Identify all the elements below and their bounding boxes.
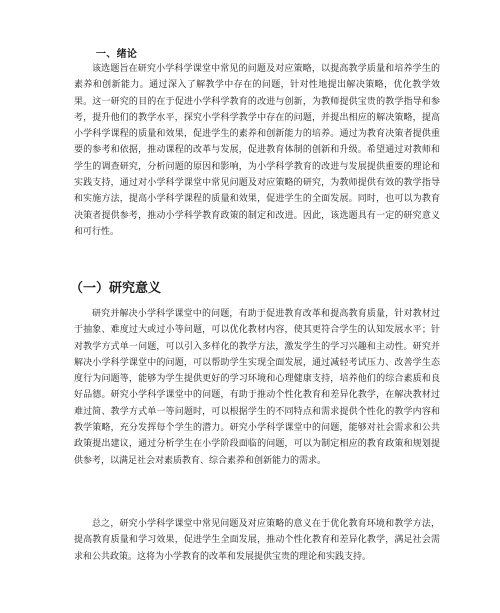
section-heading: 一、绪论 — [96, 49, 138, 60]
significance-paragraph: 研究并解决小学科学课堂中的问题，有助于促进教育改革和提高教育质量，针对教材过于抽象、难度过大或过小等问题，可以优化教材内容，使其更符合学生的认知发展水平；针对教学方式单一问题，可以引入多样化的教学方法，激发学生的学习兴趣和主动性。研究并解决小学科学课堂中的问题，可以帮助学生实现全面发展，通过减轻考试压力、改善学生态度行为问题等，能够为学生提供更好的学习环境和心理健康支持，培养他们的综合素质和良好品德。研究小学科学课堂中的问题，有助于推动个性化教育和差异化教学，在解决教材过难过简、教学方式单一等问题时，可以根据学生的不同特点和需求提供个性化的教学内容和教学策略，充分发挥每个学生的潜力。研究小学科学课堂中的问题，能够对社会需求和公共政策提出建议，通过分析学生在小学阶段面临的问题，可以为制定相应的教育政策和规划提供参考，以满足社会对素质教育、综合素养和创新能力的需求。 — [74, 309, 440, 466]
subsection-heading: （一）研究意义 — [70, 281, 162, 296]
summary-paragraph: 总之，研究小学科学课堂中常见问题及对应策略的意义在于优化教育环境和教学方法，提高教育质量和学习效果，促进学生全面发展，推动个性化教育和差异化教学，满足社会需求和公共政策。这将为小学教育的改革和发展提供宝贵的理论和实践支持。 — [74, 519, 440, 562]
intro-paragraph: 该选题旨在研究小学科学课堂中常见的问题及对应策略，以提高教学质量和培养学生的素养和创新能力。通过深入了解教学中存在的问题，针对性地提出解决策略，优化教学效果。这一研究的目的在于促进小学科学教育的改进与创新，为教师提供宝贵的教学指导和参考，提升他们的教学水平，探究小学科学教学中存在的问题，并提出相应的解决策略，提高小学科学课程的质量和效果，促进学生的素养和创新能力的培养。通过为教育决策者提供重要的参考和依据，推动课程的改革与发展，促进教育体制的创新和升级。希望通过对教师和学生的调查研究，分析问题的原因和影响，为小学科学教育的改进与发展提供重要的理论和实践支持，通过对小学科学课堂中常见问题及对应策略的研究，为教师提供有效的教学指导和实施方法，提高小学科学课程的质量和效果，促进学生的全面发展。同时，也可以为教育决策者提供参考，推动小学科学教育政策的制定和改进。因此，该选题具有一定的研究意义和可行性。 — [74, 64, 440, 237]
